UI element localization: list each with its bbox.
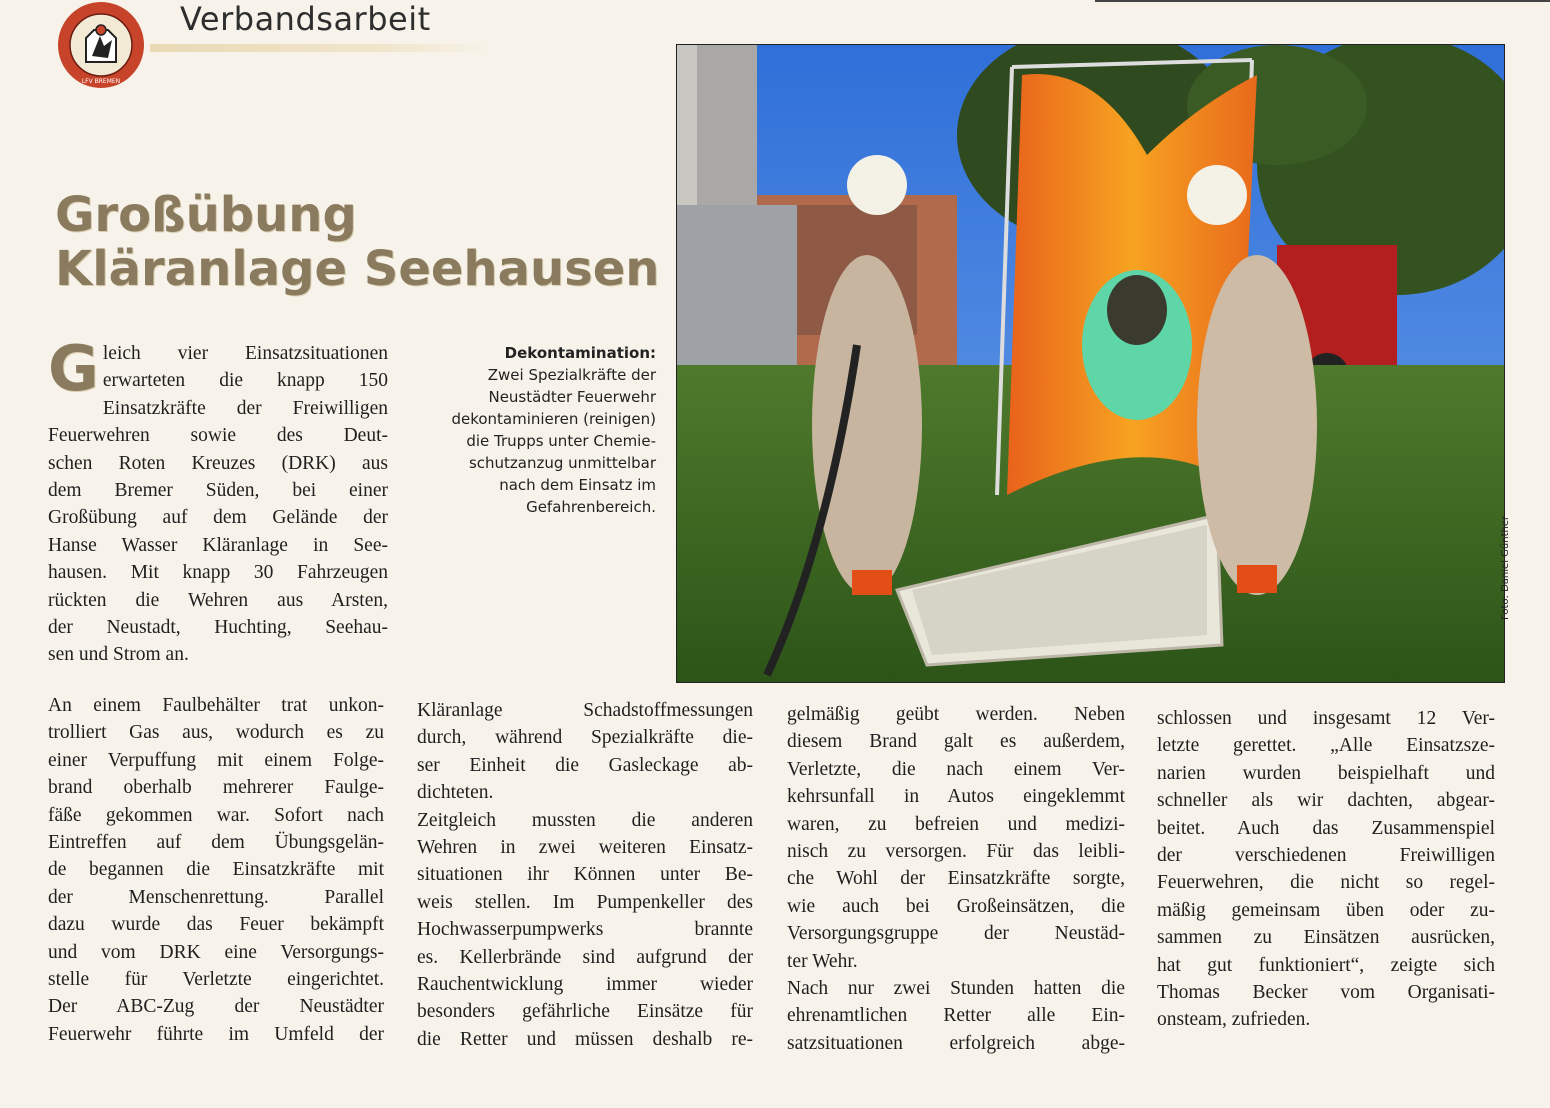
article-photo — [676, 44, 1505, 683]
text-line: wie auch bei Großeinsätzen, die — [787, 895, 1125, 917]
text-line: letzte gerettet. „Alle Einsatzsze- — [1157, 735, 1495, 757]
text-line: durch, während Spezialkräfte die- — [417, 727, 753, 749]
text-line: Der ABC-Zug der Neustädter — [48, 996, 384, 1018]
text-column-3 — [787, 701, 1125, 1057]
text-line: ehrenamtlichen Retter alle Ein- — [787, 1005, 1125, 1027]
text-line: dichteten. — [417, 782, 494, 804]
caption-line: Neustädter Feuerwehr — [488, 388, 656, 406]
text-line: stelle für Verletzte eingerichtet. — [48, 969, 384, 991]
text-line: Zeitgleich mussten die anderen — [417, 809, 753, 831]
text-line: onsteam, zufrieden. — [1157, 1009, 1311, 1031]
text-line: nisch zu versorgen. Für das leibli- — [787, 841, 1125, 863]
text-line: Hochwasserpumpwerks brannte — [417, 919, 753, 941]
text-line: schneller als wir dachten, abgear- — [1157, 790, 1495, 812]
text-line: Verletzte, die nach einem Ver- — [787, 758, 1125, 780]
text-line: An einem Faulbehälter trat unkon- — [48, 695, 384, 716]
text-line: Thomas Becker vom Organisati- — [1157, 982, 1495, 1004]
text-line: erwarteten die knapp 150 — [102, 370, 388, 392]
text-line: leich vier Einsatzsituationen — [102, 343, 388, 364]
text-line: der Menschenrettung. Parallel — [48, 886, 384, 908]
text-line: Hanse Wasser Kläranlage in See- — [48, 534, 388, 556]
text-line: fäße gekommen war. Sofort nach — [48, 804, 384, 826]
caption-line: nach dem Einsatz im — [499, 476, 656, 494]
text-line: die Retter und müssen deshalb re- — [417, 1028, 753, 1050]
text-line: Einsatzkräfte der Freiwilligen — [102, 397, 388, 419]
text-line: sen und Strom an. — [48, 644, 189, 666]
section-underline — [150, 44, 492, 52]
text-line: diesem Brand galt es außerdem, — [787, 731, 1125, 753]
text-line: Feuerwehr führte im Umfeld der — [48, 1023, 384, 1045]
text-line: rückten die Wehren aus Arsten, — [48, 589, 388, 611]
text-line: ser Einheit die Gasleckage ab- — [417, 754, 753, 776]
caption-line: schutzanzug unmittelbar — [468, 454, 656, 472]
text-line: besonders gefährliche Einsätze für — [417, 1001, 753, 1023]
text-column-2 — [417, 697, 753, 1053]
text-line: waren, zu befreien und medizi- — [787, 813, 1125, 835]
text-line: Versorgungsgruppe der Neustäd- — [787, 923, 1125, 945]
text-line: Eintreffen auf dem Übungsgelän- — [48, 832, 384, 854]
text-column-4 — [1157, 705, 1495, 1034]
text-line: Feuerwehren, die nicht so regel- — [1157, 872, 1495, 894]
text-line: che Wohl der Einsatzkräfte sorgte, — [787, 868, 1125, 890]
text-line: der verschiedenen Freiwilligen — [1157, 845, 1495, 867]
text-line: satzsituationen erfolgreich abge- — [787, 1032, 1125, 1054]
caption-line: Zwei Spezialkräfte der — [487, 366, 656, 384]
headline-line-2: Kläranlage Seehausen — [55, 241, 660, 297]
text-line: es. Kellerbrände sind aufgrund der — [417, 946, 753, 968]
text-line: ter Wehr. — [787, 950, 858, 972]
drop-cap: G — [48, 332, 99, 405]
text-line: Kläranlage Schadstoffmessungen — [417, 700, 753, 721]
photo-caption — [420, 342, 656, 518]
section-title: Verbandsarbeit — [180, 0, 431, 38]
article-headline — [55, 188, 659, 296]
fire-brigade-association-logo — [56, 0, 146, 90]
text-line: situationen ihr Können unter Be- — [417, 864, 753, 886]
decontamination-photo-illustration — [677, 45, 1504, 682]
top-rule — [1095, 0, 1550, 2]
text-line: Nach nur zwei Stunden hatten die — [787, 978, 1125, 1000]
text-line: einer Verpuffung mit einem Folge- — [48, 749, 384, 771]
text-line: Rauchentwicklung immer wieder — [417, 974, 753, 996]
headline-line-1: Großübung — [55, 187, 357, 243]
caption-title: Dekontamination: — [504, 344, 656, 362]
text-line: brand oberhalb mehrerer Faulge- — [48, 777, 384, 799]
text-line: Großübung auf dem Gelände der — [48, 507, 388, 529]
text-line: gelmäßig geübt werden. Neben — [787, 704, 1125, 725]
text-line: mäßig gemeinsam üben oder zu- — [1157, 899, 1495, 921]
text-line: schen Roten Kreuzes (DRK) aus — [48, 452, 388, 474]
caption-line: dekontaminieren (reinigen) — [451, 410, 656, 428]
text-line: hat gut funktioniert“, zeigte sich — [1157, 954, 1495, 976]
caption-line: die Trupps unter Chemie- — [466, 432, 656, 450]
text-column-1 — [48, 692, 384, 1048]
text-line: Wehren in zwei weiteren Einsatz- — [417, 837, 753, 859]
text-line: schlossen und insgesamt 12 Ver- — [1157, 708, 1495, 729]
text-line: sammen zu Einsätzen ausrücken, — [1157, 927, 1495, 949]
text-line: dazu wurde das Feuer bekämpft — [48, 914, 384, 936]
text-line: de begannen die Einsatzkräfte mit — [48, 859, 384, 881]
intro-paragraph — [48, 332, 388, 669]
text-line: und vom DRK eine Versorgungs- — [48, 941, 384, 963]
text-line: beitet. Auch das Zusammenspiel — [1157, 817, 1495, 839]
caption-line: Gefahrenbereich. — [526, 498, 656, 516]
text-line: dem Bremer Süden, bei einer — [48, 480, 388, 502]
text-line: trolliert Gas aus, wodurch es zu — [48, 722, 384, 744]
photo-credit: Foto: Daniel Günther — [1500, 515, 1511, 620]
text-line: weis stellen. Im Pumpenkeller des — [417, 891, 753, 913]
text-line: Feuerwehren sowie des Deut- — [48, 425, 388, 447]
text-line: hausen. Mit knapp 30 Fahrzeugen — [48, 562, 388, 584]
text-line: narien wurden beispielhaft und — [1157, 762, 1495, 784]
text-line: kehrsunfall in Autos eingeklemmt — [787, 786, 1125, 808]
svg-text:LFV BREMEN: LFV BREMEN — [81, 78, 121, 85]
text-line: der Neustadt, Huchting, Seehau- — [48, 617, 388, 639]
